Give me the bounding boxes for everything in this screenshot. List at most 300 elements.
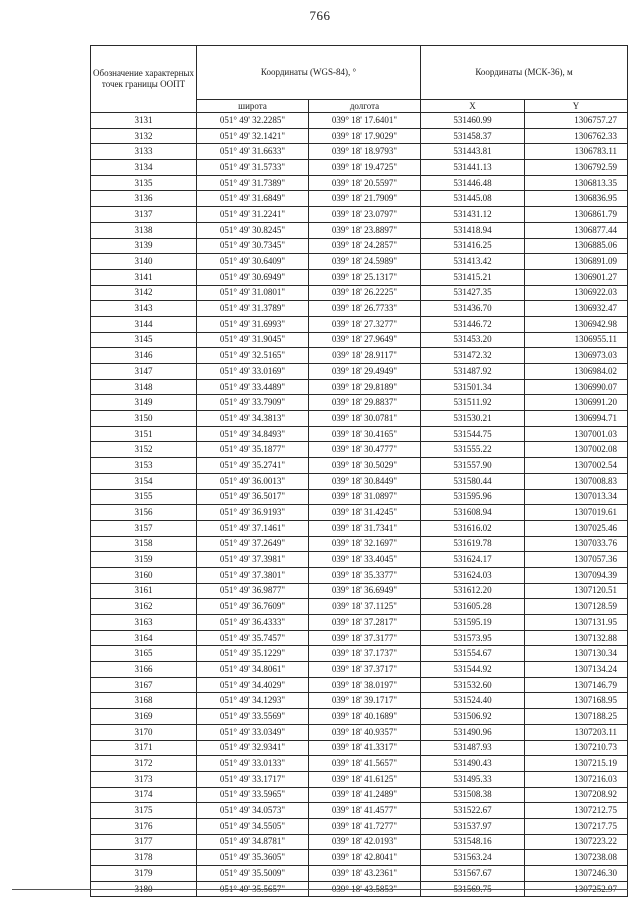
longitude-cell: 039° 18' 29.4949" — [309, 364, 421, 380]
latitude-cell: 051° 49' 33.0349" — [197, 724, 309, 740]
table-row — [91, 834, 628, 850]
longitude-cell: 039° 18' 39.1717" — [309, 693, 421, 709]
x-cell: 531501.34 — [421, 379, 525, 395]
longitude-cell: 039° 18' 30.5029" — [309, 458, 421, 474]
x-cell: 531563.24 — [421, 850, 525, 866]
latitude-cell: 051° 49' 30.6409" — [197, 254, 309, 270]
point-number: 3131 — [91, 113, 197, 129]
point-number: 3166 — [91, 662, 197, 678]
point-number: 3138 — [91, 222, 197, 238]
point-number: 3168 — [91, 693, 197, 709]
point-number: 3174 — [91, 787, 197, 803]
latitude-cell: 051° 49' 35.5657" — [197, 881, 309, 897]
table-row — [91, 301, 628, 317]
latitude-cell: 051° 49' 35.3605" — [197, 850, 309, 866]
latitude-cell: 051° 49' 31.6993" — [197, 316, 309, 332]
longitude-cell: 039° 18' 30.4165" — [309, 426, 421, 442]
x-cell: 531573.95 — [421, 630, 525, 646]
y-cell: 1306836.95 — [525, 191, 628, 207]
table-row — [91, 520, 628, 536]
x-cell: 531431.12 — [421, 207, 525, 223]
longitude-cell: 039° 18' 27.9649" — [309, 332, 421, 348]
point-number: 3156 — [91, 505, 197, 521]
y-cell: 1307128.59 — [525, 599, 628, 615]
y-cell: 1307217.75 — [525, 818, 628, 834]
longitude-cell: 039° 18' 37.1125" — [309, 599, 421, 615]
table-row — [91, 144, 628, 160]
y-cell: 1306792.59 — [525, 160, 628, 176]
table-row — [91, 316, 628, 332]
table-row — [91, 411, 628, 427]
point-number: 3133 — [91, 144, 197, 160]
longitude-cell: 039° 18' 31.7341" — [309, 520, 421, 536]
latitude-cell: 051° 49' 34.3813" — [197, 411, 309, 427]
latitude-cell: 051° 49' 31.2241" — [197, 207, 309, 223]
point-number: 3159 — [91, 552, 197, 568]
header-longitude: долгота — [309, 100, 421, 113]
longitude-cell: 039° 18' 27.3277" — [309, 316, 421, 332]
table-row — [91, 113, 628, 129]
y-cell: 1307210.73 — [525, 740, 628, 756]
latitude-cell: 051° 49' 33.0169" — [197, 364, 309, 380]
point-number: 3150 — [91, 411, 197, 427]
x-cell: 531446.48 — [421, 175, 525, 191]
latitude-cell: 051° 49' 37.3981" — [197, 552, 309, 568]
table-row — [91, 724, 628, 740]
x-cell: 531557.90 — [421, 458, 525, 474]
latitude-cell: 051° 49' 31.9045" — [197, 332, 309, 348]
y-cell: 1307094.39 — [525, 567, 628, 583]
x-cell: 531506.92 — [421, 709, 525, 725]
y-cell: 1307120.51 — [525, 583, 628, 599]
table-row — [91, 222, 628, 238]
table-row — [91, 646, 628, 662]
longitude-cell: 039° 18' 41.4577" — [309, 803, 421, 819]
point-number: 3134 — [91, 160, 197, 176]
coordinates-table — [90, 45, 628, 897]
point-number: 3155 — [91, 489, 197, 505]
table-row — [91, 128, 628, 144]
y-cell: 1307168.95 — [525, 693, 628, 709]
point-number: 3154 — [91, 473, 197, 489]
y-cell: 1306762.33 — [525, 128, 628, 144]
point-number: 3169 — [91, 709, 197, 725]
table-row — [91, 599, 628, 615]
header-y: Y — [525, 100, 628, 113]
latitude-cell: 051° 49' 31.0801" — [197, 285, 309, 301]
x-cell: 531415.21 — [421, 269, 525, 285]
y-cell: 1307019.61 — [525, 505, 628, 521]
point-number: 3137 — [91, 207, 197, 223]
latitude-cell: 051° 49' 35.7457" — [197, 630, 309, 646]
longitude-cell: 039° 18' 35.3377" — [309, 567, 421, 583]
x-cell: 531530.21 — [421, 411, 525, 427]
table-row — [91, 505, 628, 521]
y-cell: 1307132.88 — [525, 630, 628, 646]
point-number: 3158 — [91, 536, 197, 552]
point-number: 3175 — [91, 803, 197, 819]
point-number: 3142 — [91, 285, 197, 301]
x-cell: 531446.72 — [421, 316, 525, 332]
y-cell: 1307033.76 — [525, 536, 628, 552]
longitude-cell: 039° 18' 30.4777" — [309, 442, 421, 458]
x-cell: 531554.67 — [421, 646, 525, 662]
longitude-cell: 039° 18' 23.0797" — [309, 207, 421, 223]
point-number: 3145 — [91, 332, 197, 348]
header-wgs: Координаты (WGS-84), ° — [197, 46, 421, 100]
x-cell: 531445.08 — [421, 191, 525, 207]
table-row — [91, 379, 628, 395]
y-cell: 1306885.06 — [525, 238, 628, 254]
y-cell: 1306877.44 — [525, 222, 628, 238]
y-cell: 1306990.07 — [525, 379, 628, 395]
point-number: 3160 — [91, 567, 197, 583]
table-row — [91, 364, 628, 380]
x-cell: 531612.20 — [421, 583, 525, 599]
point-number: 3161 — [91, 583, 197, 599]
x-cell: 531441.13 — [421, 160, 525, 176]
latitude-cell: 051° 49' 36.5017" — [197, 489, 309, 505]
longitude-cell: 039° 18' 33.4045" — [309, 552, 421, 568]
x-cell: 531495.33 — [421, 771, 525, 787]
y-cell: 1307130.34 — [525, 646, 628, 662]
x-cell: 531487.92 — [421, 364, 525, 380]
table-row — [91, 756, 628, 772]
longitude-cell: 039° 18' 18.9793" — [309, 144, 421, 160]
latitude-cell: 051° 49' 33.4489" — [197, 379, 309, 395]
latitude-cell: 051° 49' 35.2741" — [197, 458, 309, 474]
latitude-cell: 051° 49' 32.9341" — [197, 740, 309, 756]
latitude-cell: 051° 49' 35.5009" — [197, 866, 309, 882]
table-row — [91, 489, 628, 505]
point-number: 3157 — [91, 520, 197, 536]
point-number: 3173 — [91, 771, 197, 787]
point-number: 3139 — [91, 238, 197, 254]
table-row — [91, 458, 628, 474]
longitude-cell: 039° 18' 37.1737" — [309, 646, 421, 662]
y-cell: 1306922.03 — [525, 285, 628, 301]
longitude-cell: 039° 18' 31.4245" — [309, 505, 421, 521]
y-cell: 1307203.11 — [525, 724, 628, 740]
x-cell: 531436.70 — [421, 301, 525, 317]
table-row — [91, 536, 628, 552]
table-row — [91, 175, 628, 191]
table-row — [91, 662, 628, 678]
longitude-cell: 039° 18' 41.3317" — [309, 740, 421, 756]
x-cell: 531555.22 — [421, 442, 525, 458]
longitude-cell: 039° 18' 37.3177" — [309, 630, 421, 646]
longitude-cell: 039° 18' 41.2489" — [309, 787, 421, 803]
latitude-cell: 051° 49' 33.5569" — [197, 709, 309, 725]
latitude-cell: 051° 49' 32.1421" — [197, 128, 309, 144]
latitude-cell: 051° 49' 35.1877" — [197, 442, 309, 458]
x-cell: 531605.28 — [421, 599, 525, 615]
point-number: 3164 — [91, 630, 197, 646]
latitude-cell: 051° 49' 34.8061" — [197, 662, 309, 678]
x-cell: 531490.96 — [421, 724, 525, 740]
longitude-cell: 039° 18' 37.2817" — [309, 615, 421, 631]
latitude-cell: 051° 49' 32.2285" — [197, 113, 309, 129]
x-cell: 531416.25 — [421, 238, 525, 254]
y-cell: 1306757.27 — [525, 113, 628, 129]
x-cell: 531580.44 — [421, 473, 525, 489]
y-cell: 1306932.47 — [525, 301, 628, 317]
latitude-cell: 051° 49' 33.0133" — [197, 756, 309, 772]
point-number: 3178 — [91, 850, 197, 866]
y-cell: 1306984.02 — [525, 364, 628, 380]
table-row — [91, 285, 628, 301]
table-row — [91, 473, 628, 489]
point-number: 3162 — [91, 599, 197, 615]
table-row — [91, 567, 628, 583]
latitude-cell: 051° 49' 30.7345" — [197, 238, 309, 254]
footer-divider — [12, 889, 628, 890]
y-cell: 1306973.03 — [525, 348, 628, 364]
header-msk: Координаты (МСК-36), м — [421, 46, 628, 100]
longitude-cell: 039° 18' 43.5853" — [309, 881, 421, 897]
longitude-cell: 039° 18' 25.1317" — [309, 269, 421, 285]
point-number: 3135 — [91, 175, 197, 191]
longitude-cell: 039° 18' 38.0197" — [309, 677, 421, 693]
point-number: 3141 — [91, 269, 197, 285]
latitude-cell: 051° 49' 33.1717" — [197, 771, 309, 787]
longitude-cell: 039° 18' 32.1697" — [309, 536, 421, 552]
x-cell: 531458.37 — [421, 128, 525, 144]
y-cell: 1307057.36 — [525, 552, 628, 568]
y-cell: 1307252.97 — [525, 881, 628, 897]
point-number: 3177 — [91, 834, 197, 850]
latitude-cell: 051° 49' 34.1293" — [197, 693, 309, 709]
latitude-cell: 051° 49' 31.5733" — [197, 160, 309, 176]
latitude-cell: 051° 49' 31.6849" — [197, 191, 309, 207]
point-number: 3140 — [91, 254, 197, 270]
y-cell: 1307131.95 — [525, 615, 628, 631]
longitude-cell: 039° 18' 29.8837" — [309, 395, 421, 411]
longitude-cell: 039° 18' 41.6125" — [309, 771, 421, 787]
latitude-cell: 051° 49' 30.6949" — [197, 269, 309, 285]
y-cell: 1307001.03 — [525, 426, 628, 442]
table-row — [91, 269, 628, 285]
header-latitude: широта — [197, 100, 309, 113]
table-row — [91, 630, 628, 646]
table-row — [91, 160, 628, 176]
y-cell: 1307223.22 — [525, 834, 628, 850]
latitude-cell: 051° 49' 35.1229" — [197, 646, 309, 662]
x-cell: 531427.35 — [421, 285, 525, 301]
y-cell: 1306991.20 — [525, 395, 628, 411]
longitude-cell: 039° 18' 42.0193" — [309, 834, 421, 850]
latitude-cell: 051° 49' 33.7909" — [197, 395, 309, 411]
point-number: 3152 — [91, 442, 197, 458]
y-cell: 1307212.75 — [525, 803, 628, 819]
y-cell: 1306942.98 — [525, 316, 628, 332]
x-cell: 531544.75 — [421, 426, 525, 442]
latitude-cell: 051° 49' 34.8781" — [197, 834, 309, 850]
point-number: 3149 — [91, 395, 197, 411]
x-cell: 531511.92 — [421, 395, 525, 411]
y-cell: 1307146.79 — [525, 677, 628, 693]
x-cell: 531443.81 — [421, 144, 525, 160]
table-row — [91, 818, 628, 834]
y-cell: 1306783.11 — [525, 144, 628, 160]
table-row — [91, 583, 628, 599]
point-number: 3171 — [91, 740, 197, 756]
y-cell: 1306994.71 — [525, 411, 628, 427]
table-row — [91, 442, 628, 458]
x-cell: 531532.60 — [421, 677, 525, 693]
table-row — [91, 787, 628, 803]
longitude-cell: 039° 18' 29.8189" — [309, 379, 421, 395]
latitude-cell: 051° 49' 33.5965" — [197, 787, 309, 803]
point-number: 3143 — [91, 301, 197, 317]
y-cell: 1307238.08 — [525, 850, 628, 866]
y-cell: 1307025.46 — [525, 520, 628, 536]
x-cell: 531453.20 — [421, 332, 525, 348]
table-row — [91, 238, 628, 254]
table-row — [91, 803, 628, 819]
longitude-cell: 039° 18' 28.9117" — [309, 348, 421, 364]
table-row — [91, 615, 628, 631]
x-cell: 531624.03 — [421, 567, 525, 583]
table-row — [91, 866, 628, 882]
y-cell: 1307188.25 — [525, 709, 628, 725]
longitude-cell: 039° 18' 17.9029" — [309, 128, 421, 144]
x-cell: 531624.17 — [421, 552, 525, 568]
longitude-cell: 039° 18' 30.8449" — [309, 473, 421, 489]
table-row — [91, 552, 628, 568]
longitude-cell: 039° 18' 19.4725" — [309, 160, 421, 176]
point-number: 3167 — [91, 677, 197, 693]
x-cell: 531616.02 — [421, 520, 525, 536]
table-body — [91, 113, 628, 897]
point-number: 3153 — [91, 458, 197, 474]
x-cell: 531487.93 — [421, 740, 525, 756]
latitude-cell: 051° 49' 37.2649" — [197, 536, 309, 552]
y-cell: 1307002.54 — [525, 458, 628, 474]
point-number: 3170 — [91, 724, 197, 740]
y-cell: 1306813.35 — [525, 175, 628, 191]
longitude-cell: 039° 18' 17.6401" — [309, 113, 421, 129]
latitude-cell: 051° 49' 31.7389" — [197, 175, 309, 191]
table-row — [91, 677, 628, 693]
longitude-cell: 039° 18' 40.9357" — [309, 724, 421, 740]
point-number: 3172 — [91, 756, 197, 772]
latitude-cell: 051° 49' 30.8245" — [197, 222, 309, 238]
table-row — [91, 740, 628, 756]
x-cell: 531544.92 — [421, 662, 525, 678]
x-cell: 531567.67 — [421, 866, 525, 882]
table-row — [91, 207, 628, 223]
x-cell: 531619.78 — [421, 536, 525, 552]
latitude-cell: 051° 49' 36.9193" — [197, 505, 309, 521]
longitude-cell: 039° 18' 43.2361" — [309, 866, 421, 882]
longitude-cell: 039° 18' 37.3717" — [309, 662, 421, 678]
x-cell: 531418.94 — [421, 222, 525, 238]
point-number: 3148 — [91, 379, 197, 395]
latitude-cell: 051° 49' 36.9877" — [197, 583, 309, 599]
point-number: 3147 — [91, 364, 197, 380]
table-row — [91, 395, 628, 411]
page-number: 766 — [309, 8, 331, 23]
longitude-cell: 039° 18' 26.2225" — [309, 285, 421, 301]
latitude-cell: 051° 49' 37.3801" — [197, 567, 309, 583]
table-row — [91, 850, 628, 866]
longitude-cell: 039° 18' 20.5597" — [309, 175, 421, 191]
latitude-cell: 051° 49' 31.6633" — [197, 144, 309, 160]
longitude-cell: 039° 18' 40.1689" — [309, 709, 421, 725]
y-cell: 1306955.11 — [525, 332, 628, 348]
y-cell: 1307216.03 — [525, 771, 628, 787]
table-row — [91, 771, 628, 787]
longitude-cell: 039° 18' 30.0781" — [309, 411, 421, 427]
x-cell: 531522.67 — [421, 803, 525, 819]
longitude-cell: 039° 18' 41.5657" — [309, 756, 421, 772]
y-cell: 1307208.92 — [525, 787, 628, 803]
y-cell: 1306901.27 — [525, 269, 628, 285]
y-cell: 1306861.79 — [525, 207, 628, 223]
latitude-cell: 051° 49' 36.7609" — [197, 599, 309, 615]
x-cell: 531460.99 — [421, 113, 525, 129]
point-number: 3176 — [91, 818, 197, 834]
latitude-cell: 051° 49' 36.4333" — [197, 615, 309, 631]
header-points: Обозначение характерных точек границы ООПТ — [91, 46, 197, 113]
y-cell: 1307134.24 — [525, 662, 628, 678]
x-cell: 531595.96 — [421, 489, 525, 505]
x-cell: 531569.75 — [421, 881, 525, 897]
longitude-cell: 039° 18' 24.2857" — [309, 238, 421, 254]
x-cell: 531548.16 — [421, 834, 525, 850]
x-cell: 531524.40 — [421, 693, 525, 709]
table-row — [91, 254, 628, 270]
y-cell: 1307002.08 — [525, 442, 628, 458]
point-number: 3165 — [91, 646, 197, 662]
table-row — [91, 348, 628, 364]
longitude-cell: 039° 18' 26.7733" — [309, 301, 421, 317]
latitude-cell: 051° 49' 34.5505" — [197, 818, 309, 834]
point-number: 3179 — [91, 866, 197, 882]
point-number: 3132 — [91, 128, 197, 144]
point-number: 3163 — [91, 615, 197, 631]
latitude-cell: 051° 49' 31.3789" — [197, 301, 309, 317]
y-cell: 1306891.09 — [525, 254, 628, 270]
x-cell: 531413.42 — [421, 254, 525, 270]
y-cell: 1307013.34 — [525, 489, 628, 505]
y-cell: 1307246.30 — [525, 866, 628, 882]
x-cell: 531472.32 — [421, 348, 525, 364]
x-cell: 531490.43 — [421, 756, 525, 772]
longitude-cell: 039° 18' 23.8897" — [309, 222, 421, 238]
point-number: 3146 — [91, 348, 197, 364]
latitude-cell: 051° 49' 34.0573" — [197, 803, 309, 819]
longitude-cell: 039° 18' 31.0897" — [309, 489, 421, 505]
table-row — [91, 191, 628, 207]
table-row — [91, 693, 628, 709]
point-number: 3180 — [91, 881, 197, 897]
point-number: 3151 — [91, 426, 197, 442]
latitude-cell: 051° 49' 36.0013" — [197, 473, 309, 489]
table-row — [91, 426, 628, 442]
point-number: 3136 — [91, 191, 197, 207]
point-number: 3144 — [91, 316, 197, 332]
longitude-cell: 039° 18' 42.8041" — [309, 850, 421, 866]
latitude-cell: 051° 49' 34.8493" — [197, 426, 309, 442]
x-cell: 531537.97 — [421, 818, 525, 834]
y-cell: 1307008.83 — [525, 473, 628, 489]
longitude-cell: 039° 18' 36.6949" — [309, 583, 421, 599]
longitude-cell: 039° 18' 41.7277" — [309, 818, 421, 834]
x-cell: 531595.19 — [421, 615, 525, 631]
header-x: X — [421, 100, 525, 113]
